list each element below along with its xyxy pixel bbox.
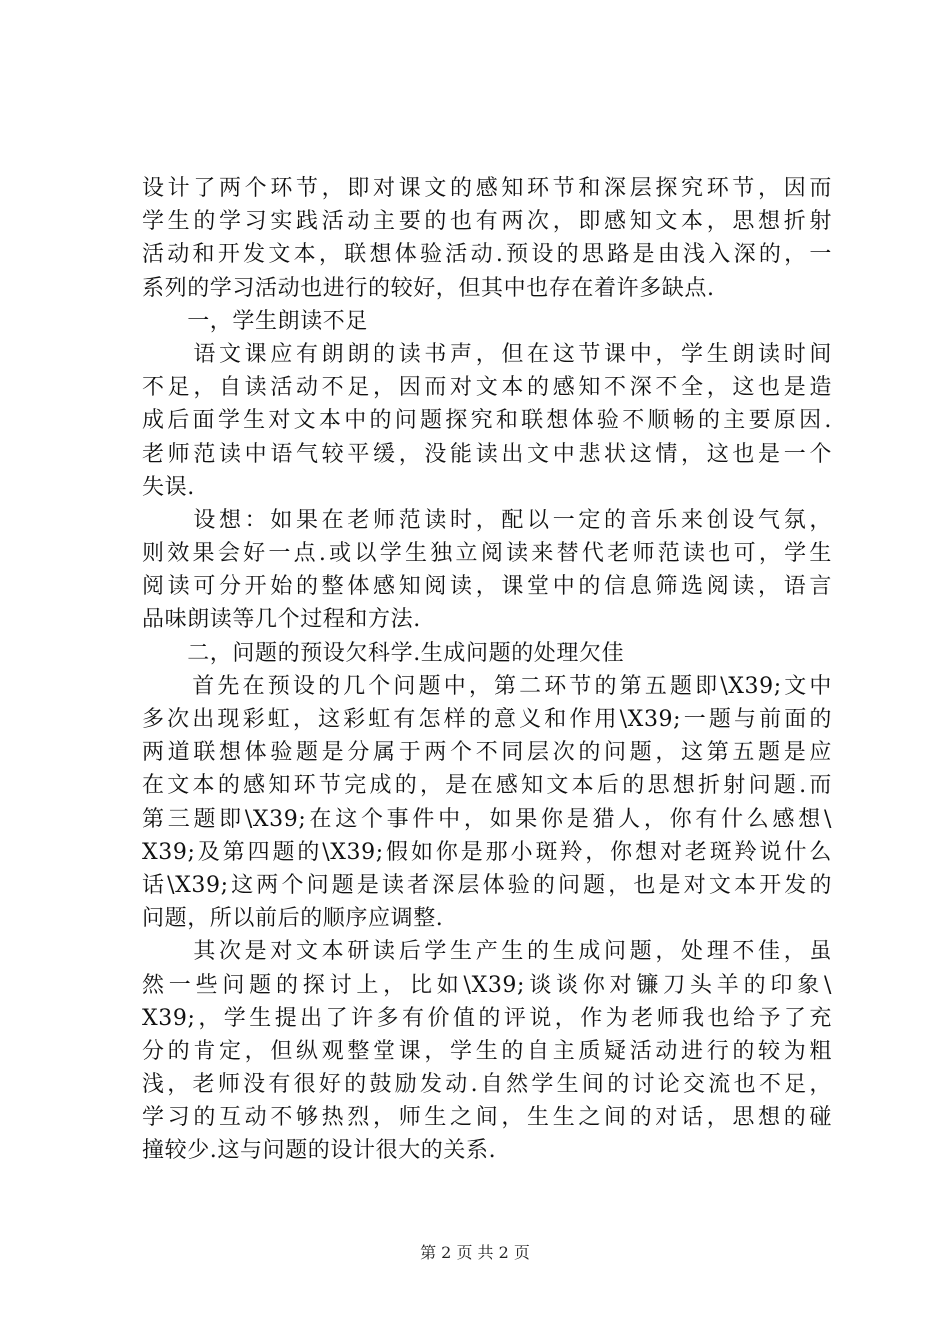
text-line: 二，问题的预设欠科学.生成问题的处理欠佳 (142, 640, 625, 666)
text-line: 第三题即\X39;在这个事件中，如果你是猎人，你有什么感想\ (142, 806, 832, 832)
text-line: 其次是对文本研读后学生产生的生成问题，处理不佳，虽 (142, 939, 832, 965)
text-line: 系列的学习活动也进行的较好，但其中也存在着许多缺点. (142, 275, 715, 301)
text-line: 设想：如果在老师范读时，配以一定的音乐来创设气氛， (142, 507, 832, 533)
text-line: 一，学生朗读不足 (142, 308, 369, 334)
text-line: 多次出现彩虹，这彩虹有怎样的意义和作用\X39;一题与前面的 (142, 707, 832, 732)
text-line: 撞较少.这与问题的设计很大的关系. (142, 1138, 497, 1164)
text-line: 不足，自读活动不足，因而对文本的感知不深不全，这也是造 (142, 375, 832, 401)
text-line: 两道联想体验题是分属于两个不同层次的问题，这第五题是应 (142, 740, 832, 766)
document-body (142, 172, 832, 1168)
text-line: 然一些问题的探讨上，比如\X39;谈谈你对镰刀头羊的印象\ (142, 972, 832, 998)
page-footer: 第 2 页 共 2 页 (420, 1243, 530, 1262)
text-line: 在文本的感知环节完成的，是在感知文本后的思想折射问题.而 (142, 773, 832, 799)
text-line: X39;及第四题的\X39;假如你是那小斑羚，你想对老斑羚说什么 (142, 839, 832, 865)
text-line: 首先在预设的几个问题中，第二环节的第五题即\X39;文中 (142, 673, 832, 699)
text-line: 成后面学生对文本中的问题探究和联想体验不顺畅的主要原因. (142, 408, 832, 434)
text-line: 老师范读中语气较平缓，没能读出文中悲状这情，这也是一个 (142, 441, 832, 467)
text-line: 问题，所以前后的顺序应调整. (142, 906, 444, 932)
text-line: 学生的学习实践活动主要的也有两次，即感知文本，思想折射 (142, 209, 832, 235)
text-line: 失误. (142, 474, 195, 500)
text-line: 浅，老师没有很好的鼓励发动.自然学生间的讨论交流也不足， (142, 1072, 832, 1098)
text-line: X39;，学生提出了许多有价值的评说，作为老师我也给予了充 (142, 1005, 832, 1031)
text-line: 阅读可分开始的整体感知阅读，课堂中的信息筛选阅读，语言 (142, 574, 832, 600)
text-line: 分的肯定，但纵观整堂课，学生的自主质疑活动进行的较为粗 (142, 1038, 832, 1064)
text-line: 学习的互动不够热烈，师生之间，生生之间的对话，思想的碰 (142, 1105, 832, 1131)
text-line: 语文课应有朗朗的读书声，但在这节课中，学生朗读时间 (142, 341, 832, 367)
text-line: 则效果会好一点.或以学生独立阅读来替代老师范读也可，学生 (142, 541, 832, 567)
text-line: 设计了两个环节，即对课文的感知环节和深层探究环节，因而 (142, 176, 832, 201)
text-line: 话\X39;这两个问题是读者深层体验的问题，也是对文本开发的 (142, 872, 832, 898)
text-line: 活动和开发文本，联想体验活动.预设的思路是由浅入深的，一 (142, 242, 832, 268)
text-line: 品味朗读等几个过程和方法. (142, 607, 421, 633)
